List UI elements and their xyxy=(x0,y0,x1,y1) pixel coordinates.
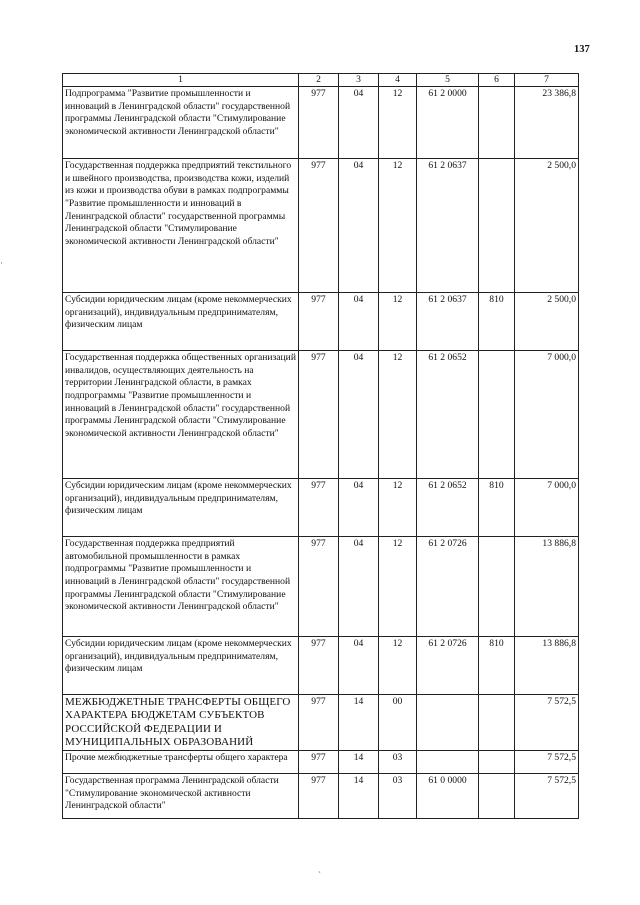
row-expense-type xyxy=(479,751,515,774)
scan-mark: · xyxy=(0,258,3,268)
row-subsection: 03 xyxy=(379,774,417,819)
row-subsection: 03 xyxy=(379,751,417,774)
row-expense-type xyxy=(479,159,515,293)
table-header-row xyxy=(63,74,579,87)
table-row xyxy=(63,87,579,159)
row-code: 977 xyxy=(299,159,339,293)
row-expense-type xyxy=(479,87,515,159)
row-description: Прочие межбюджетные трансферты общего характера xyxy=(63,751,299,774)
row-expense-type: 810 xyxy=(479,293,515,351)
row-description: Субсидии юридическим лицам (кроме некоммерческих организаций), индивидуальным предпринимателям, физическим лицам xyxy=(63,479,299,537)
row-target-article: 61 2 0652 xyxy=(417,351,479,479)
row-section: 04 xyxy=(339,351,379,479)
row-code: 977 xyxy=(299,637,339,695)
row-code: 977 xyxy=(299,293,339,351)
header-cell: 4 xyxy=(379,74,417,87)
row-description: Государственная поддержка предприятий текстильного и швейного производства, производства кожи, изделий из кожи и производства обуви в рамках подпрограммы "Развитие промышленности и инноваций в Ленинградской области" государственной программы Ленинградской области "Стимулирование экономической активности Ленинградской области" xyxy=(63,159,299,293)
row-expense-type: 810 xyxy=(479,479,515,537)
table-row xyxy=(63,159,579,293)
row-expense-type: 810 xyxy=(479,637,515,695)
row-section: 14 xyxy=(339,774,379,819)
row-target-article: 61 2 0726 xyxy=(417,637,479,695)
table-row xyxy=(63,751,579,774)
row-code: 977 xyxy=(299,695,339,751)
row-target-article: 61 2 0652 xyxy=(417,479,479,537)
header-cell: 6 xyxy=(479,74,515,87)
row-code: 977 xyxy=(299,479,339,537)
row-target-article: 61 2 0000 xyxy=(417,87,479,159)
row-description: Подпрограмма "Развитие промышленности и инноваций в Ленинградской области" государственной программы Ленинградской области "Стимулирование экономической активности Ленинградской области" xyxy=(63,87,299,159)
header-cell: 3 xyxy=(339,74,379,87)
row-section: 14 xyxy=(339,751,379,774)
row-section: 04 xyxy=(339,537,379,637)
row-description: Государственная поддержка предприятий автомобильной промышленности в рамках подпрограммы "Развитие промышленности и инноваций в Ленинградской области" государственной программы Ленинградской области "Стимулирование экономической активности Ленинградской области" xyxy=(63,537,299,637)
table-row xyxy=(63,695,579,751)
table-row xyxy=(63,637,579,695)
table-row xyxy=(63,774,579,819)
row-amount: 7 000,0 xyxy=(515,479,579,537)
budget-table xyxy=(62,73,579,819)
row-code: 977 xyxy=(299,87,339,159)
row-subsection: 12 xyxy=(379,159,417,293)
row-code: 977 xyxy=(299,537,339,637)
row-subsection: 12 xyxy=(379,479,417,537)
header-cell: 7 xyxy=(515,74,579,87)
row-target-article: 61 2 0637 xyxy=(417,159,479,293)
row-amount: 7 572,5 xyxy=(515,774,579,819)
row-section: 14 xyxy=(339,695,379,751)
row-code: 977 xyxy=(299,351,339,479)
page-number: 137 xyxy=(574,44,590,55)
row-expense-type xyxy=(479,695,515,751)
row-amount: 7 572,5 xyxy=(515,695,579,751)
row-amount: 13 886,8 xyxy=(515,637,579,695)
row-amount: 13 886,8 xyxy=(515,537,579,637)
row-code: 977 xyxy=(299,774,339,819)
table-row xyxy=(63,479,579,537)
row-expense-type xyxy=(479,537,515,637)
scan-mark: ` xyxy=(318,870,321,880)
row-description: Государственная программа Ленинградской области "Стимулирование экономической активности Ленинградской области" xyxy=(63,774,299,819)
row-section: 04 xyxy=(339,293,379,351)
row-expense-type xyxy=(479,774,515,819)
row-section: 04 xyxy=(339,159,379,293)
row-description: МЕЖБЮДЖЕТНЫЕ ТРАНСФЕРТЫ ОБЩЕГО ХАРАКТЕРА БЮДЖЕТАМ СУБЪЕКТОВ РОССИЙСКОЙ ФЕДЕРАЦИИ И МУНИЦИПАЛЬНЫХ ОБРАЗОВАНИЙ xyxy=(63,695,299,751)
row-subsection: 12 xyxy=(379,351,417,479)
header-cell: 1 xyxy=(63,74,299,87)
header-cell: 5 xyxy=(417,74,479,87)
row-subsection: 00 xyxy=(379,695,417,751)
row-section: 04 xyxy=(339,637,379,695)
row-amount: 7 000,0 xyxy=(515,351,579,479)
row-target-article: 61 0 0000 xyxy=(417,774,479,819)
row-amount: 2 500,0 xyxy=(515,293,579,351)
row-amount: 23 386,8 xyxy=(515,87,579,159)
table-row xyxy=(63,293,579,351)
row-target-article: 61 2 0637 xyxy=(417,293,479,351)
header-cell: 2 xyxy=(299,74,339,87)
row-subsection: 12 xyxy=(379,87,417,159)
row-target-article xyxy=(417,695,479,751)
row-subsection: 12 xyxy=(379,637,417,695)
row-expense-type xyxy=(479,351,515,479)
row-subsection: 12 xyxy=(379,293,417,351)
row-section: 04 xyxy=(339,87,379,159)
row-description: Субсидии юридическим лицам (кроме некоммерческих организаций), индивидуальным предпринимателям, физическим лицам xyxy=(63,293,299,351)
row-target-article: 61 2 0726 xyxy=(417,537,479,637)
row-code: 977 xyxy=(299,751,339,774)
table-row xyxy=(63,537,579,637)
table-row xyxy=(63,351,579,479)
table-body xyxy=(63,87,579,819)
row-amount: 2 500,0 xyxy=(515,159,579,293)
row-subsection: 12 xyxy=(379,537,417,637)
row-amount: 7 572,5 xyxy=(515,751,579,774)
row-description: Субсидии юридическим лицам (кроме некоммерческих организаций), индивидуальным предпринимателям, физическим лицам xyxy=(63,637,299,695)
row-section: 04 xyxy=(339,479,379,537)
row-target-article xyxy=(417,751,479,774)
row-description: Государственная поддержка общественных организаций инвалидов, осуществляющих деятельность на территории Ленинградской области, в рамках подпрограммы "Развитие промышленности и инноваций в Ленинградской области" государственной программы Ленинградской области "Стимулирование экономической активности Ленинградской области" xyxy=(63,351,299,479)
